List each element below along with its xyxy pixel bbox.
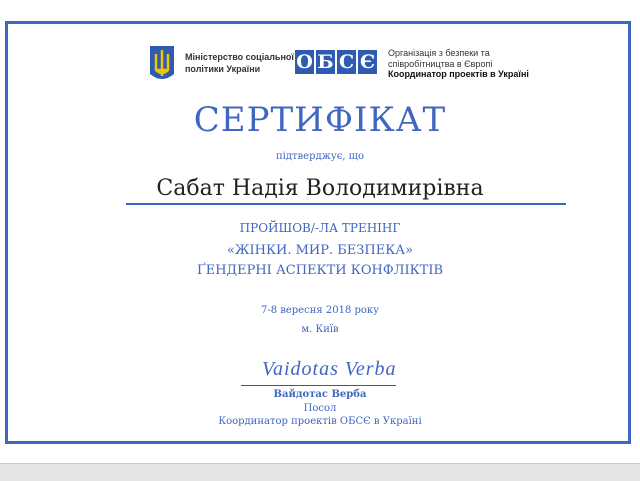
certificate-title: СЕРТИФІКАТ — [193, 100, 447, 140]
recipient-name: Сабат Надія Володимирівна — [156, 176, 484, 201]
confirms-text: підтверджує, що — [275, 151, 365, 162]
ministry-line1: Міністерство соціальної — [185, 52, 294, 62]
osce-line3: Координатор проектів в Україні — [388, 69, 529, 79]
training-subtitle: ҐЕНДЕРНІ АСПЕКТИ КОНФЛІКТІВ — [196, 263, 444, 278]
osce-line2: співробітництва в Європі — [388, 58, 493, 69]
date: 7-8 вересня 2018 року — [260, 305, 380, 316]
name-underline — [126, 203, 566, 205]
signatory-name: Вайдотас Верба — [273, 389, 367, 400]
osce-logo: О Б С Є — [296, 51, 376, 73]
signatory-role: Посол — [303, 403, 337, 414]
osce-line1: Організація з безпеки та — [388, 48, 490, 58]
ministry-name — [185, 51, 294, 75]
completed-text: ПРОЙШОВ/-ЛА ТРЕНІНГ — [239, 221, 401, 235]
osce-name — [388, 48, 529, 80]
training-title: «ЖІНКИ. МИР. БЕЗПЕКА» — [226, 243, 414, 258]
signature: Vaidotas Verba — [262, 358, 397, 380]
ukraine-coat-of-arms-icon — [148, 44, 176, 84]
page-edge — [0, 463, 640, 481]
ministry-line2: політики України — [185, 64, 261, 74]
signature-line — [241, 385, 396, 386]
signatory-position: Координатор проектів ОБСЄ в Україні — [218, 416, 422, 427]
place: м. Київ — [301, 324, 339, 335]
